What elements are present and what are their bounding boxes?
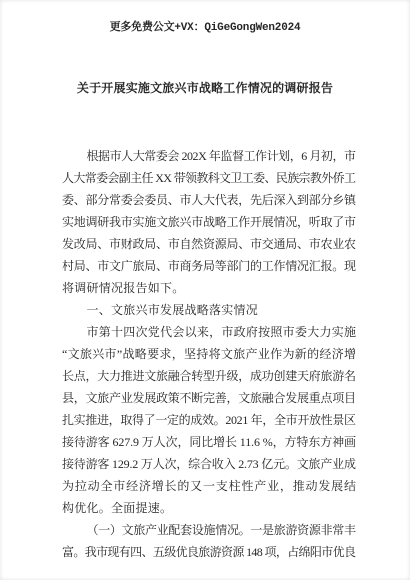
paragraph-line: “文旅兴市”战略要求，坚持将文旅产业作为新的经济增 xyxy=(62,347,357,361)
paragraph-line: （一）文旅产业配套设施情况。一是旅游资源非常丰 xyxy=(86,523,356,537)
paragraph-line: 市第十四次党代会以来，市政府按照市委大力实施 xyxy=(86,325,357,339)
paragraph-line: 构优化。全面提速。 xyxy=(62,501,173,515)
paragraph-line: 委、部分常委会委员、市人大代表，先后深入到部分乡镇 xyxy=(62,193,356,207)
paragraph-line: 人大常委会副主任 XX 带领教科文卫工委、民族宗教外侨工 xyxy=(62,171,356,185)
paragraph-line: 根据市人大常委会 202X 年监督工作计划，6 月初，市 xyxy=(86,149,356,163)
paragraph-line: 县，文旅产业发展政策不断完善，文旅融合发展重点项目 xyxy=(62,391,356,405)
paragraph-line: 村局、市文广旅局、市商务局等部门的工作情况汇报。现 xyxy=(62,259,356,273)
promo-header: 更多免费公文+VX：QiGeGongWen2024 xyxy=(109,22,301,34)
paragraph-line: 为拉动全市经济增长的又一支柱性产业，推动发展结 xyxy=(62,479,357,493)
paragraph-line: 接待游客 129.2 万人次，综合收入 2.73 亿元。文旅产业成 xyxy=(62,457,356,471)
section-paragraph xyxy=(62,321,356,519)
paragraph-line: 长点，大力推进文旅融合转型升级，成功创建天府旅游名 xyxy=(62,369,356,383)
paragraph-line: 实地调研我市实施文旅兴市战略工作开展情况，听取了市 xyxy=(62,215,356,229)
section-heading: 一、文旅兴市发展战略落实情况 xyxy=(86,303,259,317)
paragraph-line: 发改局、市财政局、市自然资源局、市交通局、市农业农 xyxy=(62,237,356,251)
document-body xyxy=(62,145,356,563)
paragraph-line: 富。我市现有四、五级优良旅游资源 148 项，占绵阳市优良 xyxy=(62,545,356,559)
paragraph-line: 接待游客 627.9 万人次，同比增长 11.6 %，方特东方神画 xyxy=(62,435,356,449)
subsection-paragraph xyxy=(62,519,356,563)
paragraph-line: 扎实推进，取得了一定的成效。2021 年，全市开放性景区 xyxy=(62,413,356,427)
paragraph-line: 将调研情况报告如下。 xyxy=(62,281,185,295)
intro-paragraph xyxy=(62,145,356,299)
document-title: 关于开展实施文旅兴市战略工作情况的调研报告 xyxy=(76,81,334,95)
